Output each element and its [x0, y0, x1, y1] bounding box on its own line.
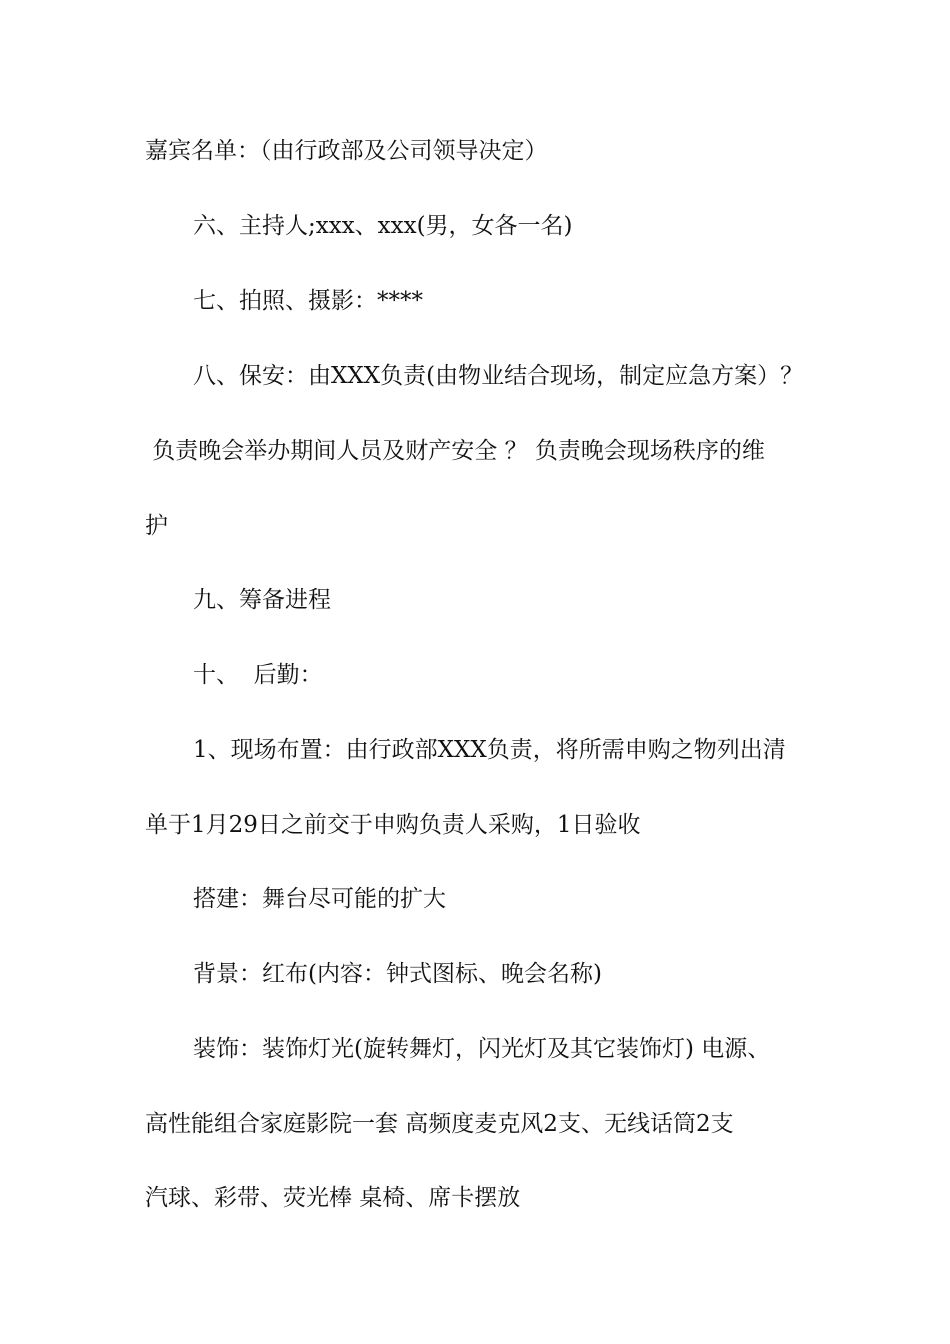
supplies-line: 汽球、彩带、荧光棒 桌椅、席卡摆放: [145, 1185, 521, 1211]
construction-line: 搭建：舞台尽可能的扩大: [193, 886, 446, 912]
security-duties-continuation: 护: [145, 513, 168, 539]
photography-line: 七、拍照、摄影：****: [193, 288, 423, 314]
security-line: 八、保安：由XXX负责(由物业结合现场，制定应急方案）？: [193, 363, 804, 389]
host-line: 六、主持人;xxx、xxx(男，女各一名): [193, 213, 573, 239]
equipment-line: 高性能组合家庭影院一套 高频度麦克风2支、无线话筒2支: [145, 1111, 734, 1137]
decoration-line: 装饰：装饰灯光(旋转舞灯，闪光灯及其它装饰灯) 电源、: [193, 1036, 771, 1062]
background-line: 背景：红布(内容：钟式图标、晚会名称): [193, 961, 602, 987]
venue-setup-line: 1、现场布置：由行政部XXX负责，将所需申购之物列出清: [193, 737, 786, 763]
security-duties-line: 负责晚会举办期间人员及财产安全 ？ 负责晚会现场秩序的维: [145, 438, 765, 464]
guest-list-line: 嘉宾名单：（由行政部及公司领导决定）: [145, 138, 548, 164]
venue-setup-continuation: 单于1月29日之前交于申购负责人采购，1日验收: [145, 812, 641, 838]
logistics-heading: 十、 后勤：: [193, 662, 323, 688]
preparation-progress-heading: 九、筹备进程: [193, 587, 331, 613]
